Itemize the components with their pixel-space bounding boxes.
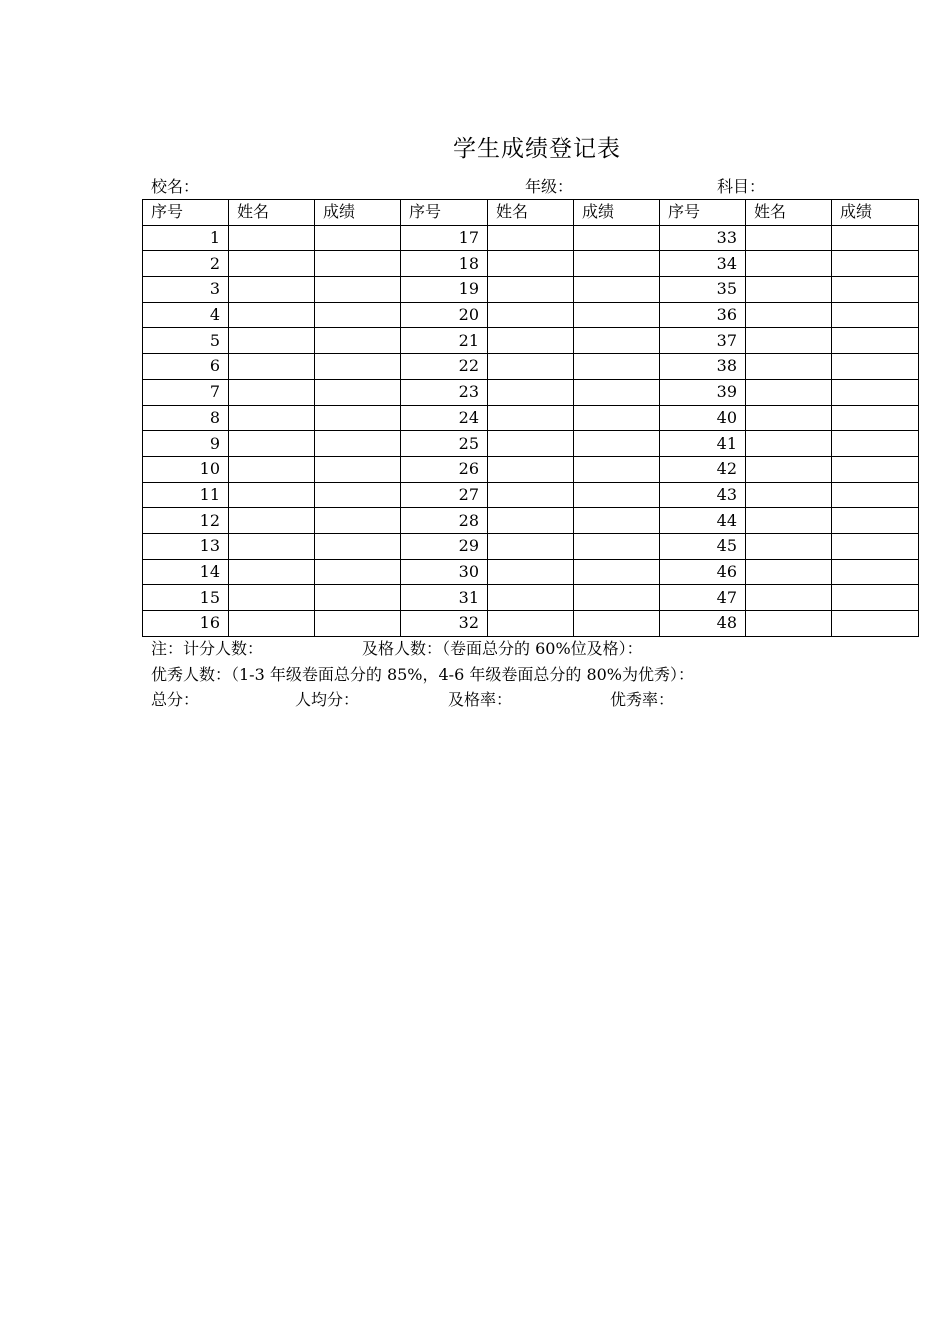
score-cell[interactable] [574,611,660,637]
seq-number-cell: 40 [660,405,746,431]
table-row [143,225,919,251]
note-line-2 [151,662,931,688]
name-cell[interactable] [229,431,315,457]
name-cell[interactable] [229,302,315,328]
score-cell[interactable] [574,225,660,251]
name-cell[interactable] [229,559,315,585]
column-header: 成绩 [832,200,919,226]
average-score-label: 人均分： [295,690,360,709]
table-row [143,585,919,611]
seq-number-cell: 48 [660,611,746,637]
table-row [143,533,919,559]
table-row [143,379,919,405]
score-cell[interactable] [315,277,401,303]
seq-number-cell: 2 [143,251,229,277]
name-cell[interactable] [746,302,832,328]
seq-number-cell: 37 [660,328,746,354]
score-cell[interactable] [574,482,660,508]
name-cell[interactable] [229,405,315,431]
score-cell[interactable] [832,405,919,431]
seq-number-cell: 12 [143,508,229,534]
name-cell[interactable] [229,482,315,508]
column-header: 成绩 [315,200,401,226]
name-cell[interactable] [488,508,574,534]
score-cell[interactable] [832,456,919,482]
document-title: 学生成绩登记表 [453,136,621,162]
table-row [143,251,919,277]
seq-number-cell: 24 [401,405,488,431]
note-pass-count-label: 及格人数：（卷面总分的 60%位及格）： [362,639,643,658]
form-meta-row [151,176,918,198]
name-cell[interactable] [746,328,832,354]
score-cell[interactable] [574,559,660,585]
seq-number-cell: 9 [143,431,229,457]
name-cell[interactable] [746,379,832,405]
seq-number-cell: 43 [660,482,746,508]
score-cell[interactable] [832,354,919,380]
name-cell[interactable] [229,328,315,354]
seq-number-cell: 5 [143,328,229,354]
table-row [143,328,919,354]
seq-number-cell: 4 [143,302,229,328]
subject-label: 科目： [717,177,766,196]
seq-number-cell: 15 [143,585,229,611]
grades-table [142,199,919,637]
note-count-label: 注：计分人数： [151,639,264,658]
name-cell[interactable] [488,302,574,328]
score-cell[interactable] [315,482,401,508]
name-cell[interactable] [488,456,574,482]
column-header: 成绩 [574,200,660,226]
total-score-label: 总分： [151,690,200,709]
seq-number-cell: 10 [143,456,229,482]
score-cell[interactable] [315,585,401,611]
score-cell[interactable] [832,508,919,534]
seq-number-cell: 19 [401,277,488,303]
seq-number-cell: 47 [660,585,746,611]
table-row [143,456,919,482]
score-cell[interactable] [315,456,401,482]
name-cell[interactable] [488,379,574,405]
name-cell[interactable] [488,611,574,637]
table-header-row [143,200,919,226]
table-row [143,405,919,431]
name-cell[interactable] [746,354,832,380]
seq-number-cell: 3 [143,277,229,303]
seq-number-cell: 18 [401,251,488,277]
table-row [143,302,919,328]
school-label: 校名： [151,177,200,196]
seq-number-cell: 46 [660,559,746,585]
table-row [143,431,919,457]
name-cell[interactable] [746,431,832,457]
seq-number-cell: 30 [401,559,488,585]
seq-number-cell: 1 [143,225,229,251]
name-cell[interactable] [229,508,315,534]
table-row [143,277,919,303]
name-cell[interactable] [229,611,315,637]
seq-number-cell: 26 [401,456,488,482]
score-cell[interactable] [574,251,660,277]
name-cell[interactable] [488,533,574,559]
column-header: 序号 [143,200,229,226]
note-line-1 [151,636,931,662]
score-cell[interactable] [574,302,660,328]
name-cell[interactable] [488,354,574,380]
score-cell[interactable] [832,533,919,559]
seq-number-cell: 14 [143,559,229,585]
seq-number-cell: 33 [660,225,746,251]
seq-number-cell: 31 [401,585,488,611]
seq-number-cell: 28 [401,508,488,534]
score-cell[interactable] [574,585,660,611]
seq-number-cell: 17 [401,225,488,251]
name-cell[interactable] [229,379,315,405]
score-cell[interactable] [315,302,401,328]
score-cell[interactable] [832,482,919,508]
name-cell[interactable] [229,225,315,251]
score-cell[interactable] [315,251,401,277]
name-cell[interactable] [488,585,574,611]
seq-number-cell: 23 [401,379,488,405]
score-cell[interactable] [315,328,401,354]
notes-section [151,636,931,713]
name-cell[interactable] [746,482,832,508]
seq-number-cell: 20 [401,302,488,328]
score-cell[interactable] [315,559,401,585]
score-cell[interactable] [315,508,401,534]
score-cell[interactable] [832,251,919,277]
name-cell[interactable] [746,225,832,251]
name-cell[interactable] [746,508,832,534]
seq-number-cell: 38 [660,354,746,380]
seq-number-cell: 11 [143,482,229,508]
note-line-3 [151,687,931,713]
score-cell[interactable] [315,225,401,251]
name-cell[interactable] [746,559,832,585]
score-cell[interactable] [574,277,660,303]
seq-number-cell: 36 [660,302,746,328]
score-cell[interactable] [832,611,919,637]
seq-number-cell: 6 [143,354,229,380]
seq-number-cell: 32 [401,611,488,637]
seq-number-cell: 45 [660,533,746,559]
name-cell[interactable] [746,456,832,482]
table-body [143,225,919,636]
score-cell[interactable] [574,431,660,457]
score-cell[interactable] [574,405,660,431]
score-cell[interactable] [315,431,401,457]
score-cell[interactable] [574,328,660,354]
seq-number-cell: 16 [143,611,229,637]
seq-number-cell: 35 [660,277,746,303]
score-cell[interactable] [574,379,660,405]
seq-number-cell: 13 [143,533,229,559]
score-cell[interactable] [832,559,919,585]
score-cell[interactable] [832,328,919,354]
name-cell[interactable] [488,277,574,303]
score-cell[interactable] [315,405,401,431]
seq-number-cell: 39 [660,379,746,405]
score-cell[interactable] [315,533,401,559]
excellent-rate-label: 优秀率： [610,690,675,709]
score-cell[interactable] [315,379,401,405]
note-excellent-count-label: 优秀人数：（1-3 年级卷面总分的 85%，4-6 年级卷面总分的 80%为优秀）： [151,664,695,684]
seq-number-cell: 25 [401,431,488,457]
score-cell[interactable] [574,533,660,559]
column-header: 序号 [660,200,746,226]
score-cell[interactable] [832,302,919,328]
name-cell[interactable] [488,482,574,508]
table-row [143,508,919,534]
name-cell[interactable] [746,277,832,303]
table-row [143,482,919,508]
name-cell[interactable] [488,431,574,457]
score-cell[interactable] [832,431,919,457]
name-cell[interactable] [488,405,574,431]
name-cell[interactable] [746,611,832,637]
column-header: 姓名 [488,200,574,226]
score-cell[interactable] [574,354,660,380]
score-cell[interactable] [574,508,660,534]
score-cell[interactable] [574,456,660,482]
name-cell[interactable] [488,559,574,585]
name-cell[interactable] [229,354,315,380]
seq-number-cell: 44 [660,508,746,534]
pass-rate-label: 及格率： [448,690,513,709]
score-cell[interactable] [315,354,401,380]
name-cell[interactable] [229,251,315,277]
name-cell[interactable] [488,225,574,251]
name-cell[interactable] [488,328,574,354]
score-cell[interactable] [832,277,919,303]
name-cell[interactable] [746,405,832,431]
seq-number-cell: 22 [401,354,488,380]
score-cell[interactable] [832,379,919,405]
seq-number-cell: 7 [143,379,229,405]
name-cell[interactable] [488,251,574,277]
seq-number-cell: 8 [143,405,229,431]
table-row [143,559,919,585]
name-cell[interactable] [229,533,315,559]
seq-number-cell: 21 [401,328,488,354]
seq-number-cell: 34 [660,251,746,277]
table-row [143,611,919,637]
score-cell[interactable] [315,611,401,637]
column-header: 序号 [401,200,488,226]
column-header: 姓名 [229,200,315,226]
seq-number-cell: 41 [660,431,746,457]
score-cell[interactable] [832,225,919,251]
name-cell[interactable] [229,456,315,482]
score-cell[interactable] [832,585,919,611]
name-cell[interactable] [229,277,315,303]
table-row [143,354,919,380]
name-cell[interactable] [229,585,315,611]
seq-number-cell: 29 [401,533,488,559]
seq-number-cell: 27 [401,482,488,508]
name-cell[interactable] [746,585,832,611]
name-cell[interactable] [746,533,832,559]
seq-number-cell: 42 [660,456,746,482]
column-header: 姓名 [746,200,832,226]
grade-label: 年级： [525,177,574,196]
name-cell[interactable] [746,251,832,277]
